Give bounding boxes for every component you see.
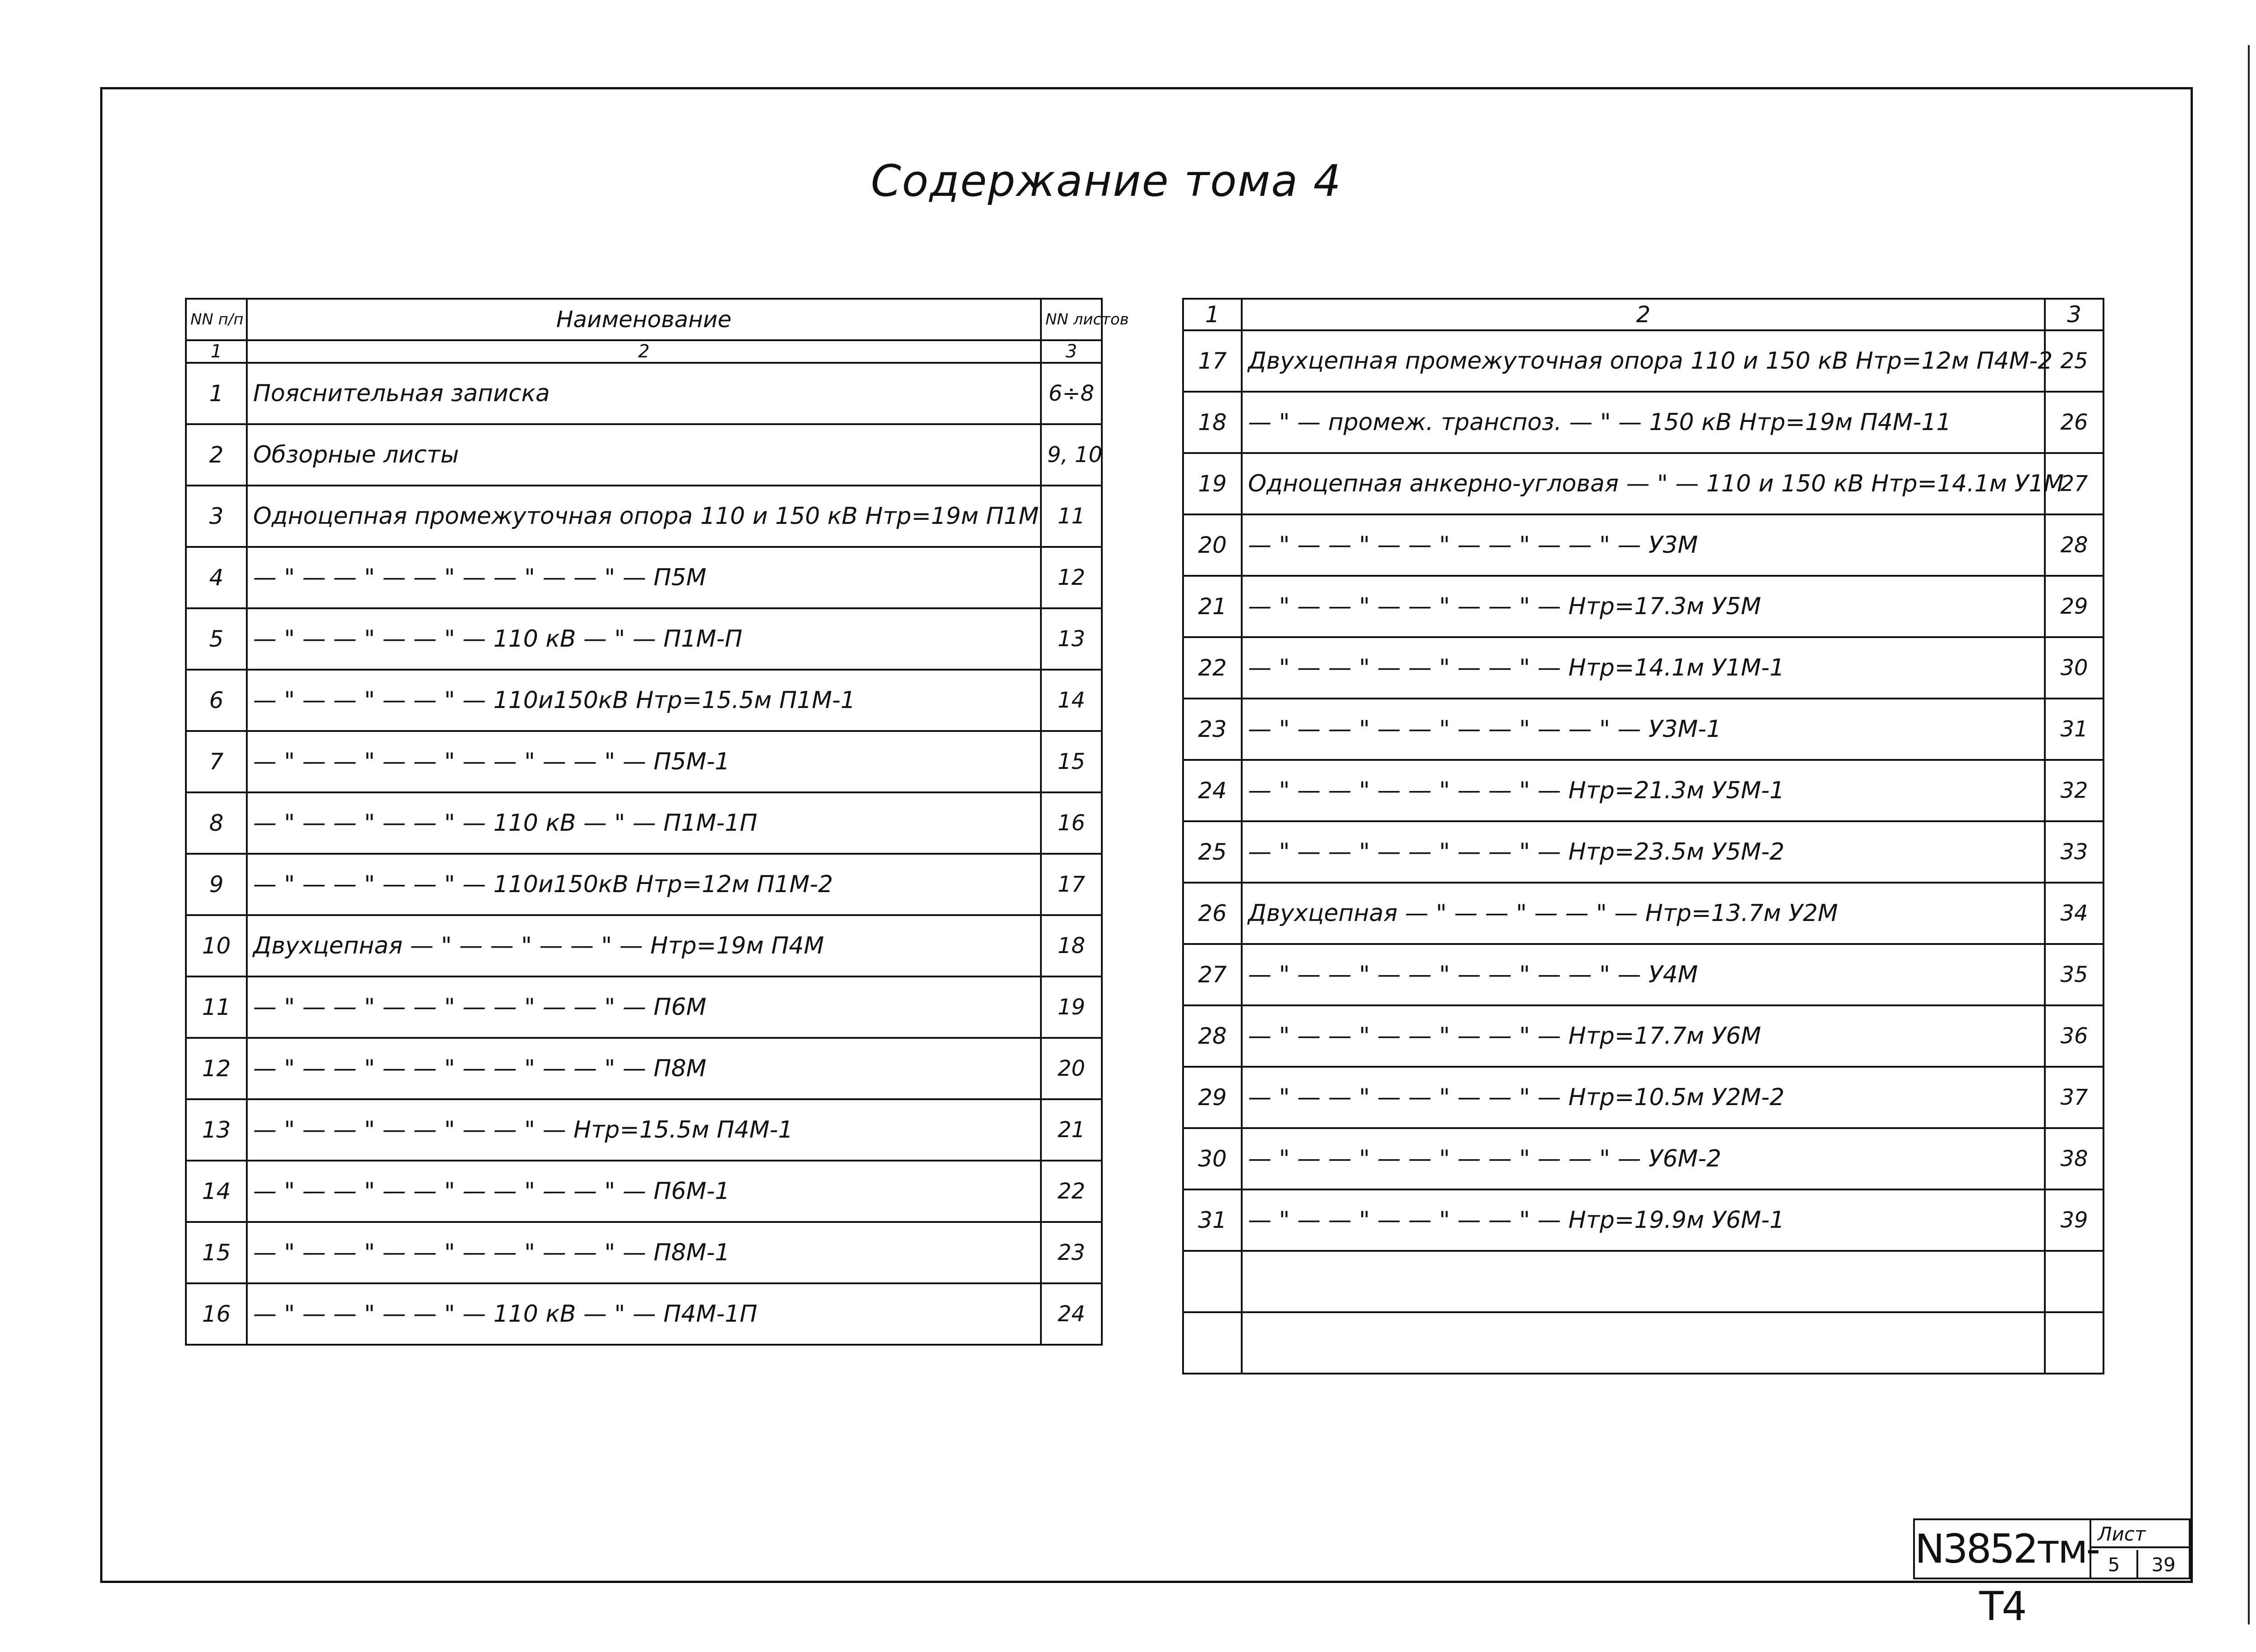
row-name: — " — — " — — " — — " — Нтр=10.5м У2М-2	[1242, 1067, 2045, 1128]
row-sheets: 21	[1041, 1099, 1102, 1161]
header-num: NN п/п	[186, 299, 247, 340]
row-sheets: 20	[1041, 1038, 1102, 1099]
row-name: — " — — " — — " — — " — Нтр=14.1м У1М-1	[1242, 637, 2045, 699]
table-row	[186, 854, 1102, 915]
table-row	[1183, 883, 2103, 944]
row-number	[1183, 1251, 1242, 1312]
table-row	[1183, 1067, 2103, 1128]
table-row	[186, 792, 1102, 854]
table-row	[1183, 821, 2103, 883]
row-name: — " — — " — — " — — " — Нтр=17.7м У6М	[1242, 1005, 2045, 1067]
row-sheets: 30	[2045, 637, 2103, 699]
row-number: 3	[186, 486, 247, 547]
row-name: — " — — " — — " — — " — — " — У3М	[1242, 514, 2045, 576]
row-number: 8	[186, 792, 247, 854]
row-sheets: 32	[2045, 760, 2103, 821]
row-number: 21	[1183, 576, 1242, 637]
row-sheets	[2045, 1251, 2103, 1312]
row-name: — " — — " — — " — — " — — " — П6М	[247, 976, 1041, 1038]
row-sheets: 35	[2045, 944, 2103, 1005]
row-number: 2	[186, 424, 247, 486]
left-table-body	[186, 363, 1102, 1345]
table-row	[186, 915, 1102, 976]
row-name: — " — — " — — " — 110 кВ — " — П4М-1П	[247, 1283, 1041, 1345]
row-number: 11	[186, 976, 247, 1038]
row-name: Двухцепная — " — — " — — " — Нтр=13.7м У2М	[1242, 883, 2045, 944]
row-number: 14	[186, 1161, 247, 1222]
row-sheets: 19	[1041, 976, 1102, 1038]
row-name: Двухцепная — " — — " — — " — Нтр=19м П4М	[247, 915, 1041, 976]
row-number: 23	[1183, 699, 1242, 760]
document-code: N3852тм-Т4	[1913, 1518, 2091, 1579]
row-sheets: 29	[2045, 576, 2103, 637]
header-name: Наименование	[247, 299, 1041, 340]
row-number: 13	[186, 1099, 247, 1161]
sheet-edge-line	[2248, 45, 2250, 1624]
row-sheets: 34	[2045, 883, 2103, 944]
table-row	[186, 608, 1102, 670]
row-sheets: 38	[2045, 1128, 2103, 1189]
row-number: 15	[186, 1222, 247, 1283]
row-number: 30	[1183, 1128, 1242, 1189]
row-sheets: 23	[1041, 1222, 1102, 1283]
row-name	[1242, 1312, 2045, 1374]
table-row	[186, 1099, 1102, 1161]
table-row	[1183, 1128, 2103, 1189]
row-number: 28	[1183, 1005, 1242, 1067]
row-name: Двухцепная промежуточная опора 110 и 150 кВ Нтр=12м П4М-2	[1242, 330, 2045, 392]
row-number: 9	[186, 854, 247, 915]
row-number: 6	[186, 670, 247, 731]
row-name: — " — — " — — " — — " — — " — У6М-2	[1242, 1128, 2045, 1189]
row-sheets: 12	[1041, 547, 1102, 608]
table-row	[1183, 576, 2103, 637]
row-name	[1242, 1251, 2045, 1312]
row-name: Обзорные листы	[247, 424, 1041, 486]
row-sheets: 24	[1041, 1283, 1102, 1345]
row-name: — " — — " — — " — — " — Нтр=21.3м У5М-1	[1242, 760, 2045, 821]
row-sheets: 17	[1041, 854, 1102, 915]
row-number: 29	[1183, 1067, 1242, 1128]
row-number: 20	[1183, 514, 1242, 576]
row-number: 4	[186, 547, 247, 608]
row-sheets: 39	[2045, 1189, 2103, 1251]
total-sheets: 39	[2151, 1554, 2176, 1576]
row-sheets: 22	[1041, 1161, 1102, 1222]
row-number: 17	[1183, 330, 1242, 392]
sheet-label: Лист	[2091, 1520, 2189, 1548]
row-number: 16	[186, 1283, 247, 1345]
table-row	[186, 424, 1102, 486]
row-number: 19	[1183, 453, 1242, 514]
row-number: 7	[186, 731, 247, 792]
row-name: — " — — " — — " — — " — — " — П8М-1	[247, 1222, 1041, 1283]
row-sheets: 13	[1041, 608, 1102, 670]
table-row	[1183, 1005, 2103, 1067]
row-name: — " — — " — — " — 110 кВ — " — П1М-1П	[247, 792, 1041, 854]
row-number: 5	[186, 608, 247, 670]
column-number-row	[186, 340, 1102, 363]
row-sheets: 16	[1041, 792, 1102, 854]
contents-table-left	[185, 298, 1129, 1346]
row-number: 24	[1183, 760, 1242, 821]
row-number: 18	[1183, 392, 1242, 453]
row-name: Пояснительная записка	[247, 363, 1041, 424]
row-sheets: 28	[2045, 514, 2103, 576]
row-number: 1	[186, 363, 247, 424]
sheet-number: 5	[2091, 1550, 2138, 1579]
row-sheets: 37	[2045, 1067, 2103, 1128]
table-row	[186, 1283, 1102, 1345]
table-row	[1183, 699, 2103, 760]
column-number: 2	[1242, 299, 2045, 330]
table-row	[186, 486, 1102, 547]
table-row	[1183, 453, 2103, 514]
row-name: — " — — " — — " — — " — — " — У4М	[1242, 944, 2045, 1005]
row-sheets: 27	[2045, 453, 2103, 514]
table-row	[1183, 637, 2103, 699]
table-row	[1183, 1189, 2103, 1251]
table-row	[186, 1038, 1102, 1099]
row-number: 27	[1183, 944, 1242, 1005]
table-row	[1183, 760, 2103, 821]
row-name: — " — — " — — " — — " — — " — П5М-1	[247, 731, 1041, 792]
row-sheets: 36	[2045, 1005, 2103, 1067]
row-name: — " — — " — — " — — " — — " — П6М-1	[247, 1161, 1041, 1222]
table-row	[186, 976, 1102, 1038]
row-sheets: 26	[2045, 392, 2103, 453]
table-row	[1183, 330, 2103, 392]
column-number: 2	[247, 340, 1041, 363]
row-name: — " — — " — — " — — " — Нтр=23.5м У5М-2	[1242, 821, 2045, 883]
row-name: — " — — " — — " — — " — Нтр=15.5м П4М-1	[247, 1099, 1041, 1161]
column-number-row	[1183, 299, 2103, 330]
row-sheets	[2045, 1312, 2103, 1374]
row-name: — " — — " — — " — 110и150кВ Нтр=15.5м П1М-1	[247, 670, 1041, 731]
table-row	[1183, 514, 2103, 576]
row-number: 25	[1183, 821, 1242, 883]
row-name: — " — — " — — " — — " — — " — П5М	[247, 547, 1041, 608]
row-sheets: 15	[1041, 731, 1102, 792]
row-sheets: 31	[2045, 699, 2103, 760]
table-row	[1183, 1312, 2103, 1374]
column-number: 1	[186, 340, 247, 363]
row-sheets: 11	[1041, 486, 1102, 547]
table-row	[186, 731, 1102, 792]
right-table-body	[1183, 330, 2103, 1374]
table-header-row	[186, 299, 1102, 340]
document-title: Содержание тома 4	[871, 156, 1342, 206]
row-sheets: 18	[1041, 915, 1102, 976]
row-number: 22	[1183, 637, 1242, 699]
column-number: 3	[1041, 340, 1102, 363]
table-row	[1183, 944, 2103, 1005]
row-name: — " — — " — — " — 110и150кВ Нтр=12м П1М-2	[247, 854, 1041, 915]
column-number: 3	[2045, 299, 2103, 330]
row-sheets: 25	[2045, 330, 2103, 392]
table-row	[186, 547, 1102, 608]
table-row	[1183, 392, 2103, 453]
row-name: — " — — " — — " — — " — Нтр=19.9м У6М-1	[1242, 1189, 2045, 1251]
table-row	[186, 1222, 1102, 1283]
row-number	[1183, 1312, 1242, 1374]
column-number: 1	[1183, 299, 1242, 330]
sheet-stamp	[2091, 1518, 2191, 1579]
row-name: — " — — " — — " — — " — Нтр=17.3м У5М	[1242, 576, 2045, 637]
header-sheets: NN листов	[1041, 299, 1102, 340]
row-name: Одноцепная анкерно-угловая — " — 110 и 150 кВ Нтр=14.1м У1М	[1242, 453, 2045, 514]
row-sheets: 14	[1041, 670, 1102, 731]
contents-table-right	[1182, 298, 2104, 1374]
row-number: 31	[1183, 1189, 1242, 1251]
row-sheets: 33	[2045, 821, 2103, 883]
table-row	[1183, 1251, 2103, 1312]
row-number: 10	[186, 915, 247, 976]
table-row	[186, 1161, 1102, 1222]
row-name: — " — промеж. транспоз. — " — 150 кВ Нтр=19м П4М-11	[1242, 392, 2045, 453]
row-name: — " — — " — — " — — " — — " — У3М-1	[1242, 699, 2045, 760]
row-sheets: 6÷8	[1041, 363, 1102, 424]
row-sheets: 9, 10	[1041, 424, 1102, 486]
row-number: 26	[1183, 883, 1242, 944]
row-name: Одноцепная промежуточная опора 110 и 150 кВ Нтр=19м П1М	[247, 486, 1041, 547]
row-name: — " — — " — — " — 110 кВ — " — П1М-П	[247, 608, 1041, 670]
table-row	[186, 363, 1102, 424]
row-number: 12	[186, 1038, 247, 1099]
row-name: — " — — " — — " — — " — — " — П8М	[247, 1038, 1041, 1099]
table-row	[186, 670, 1102, 731]
